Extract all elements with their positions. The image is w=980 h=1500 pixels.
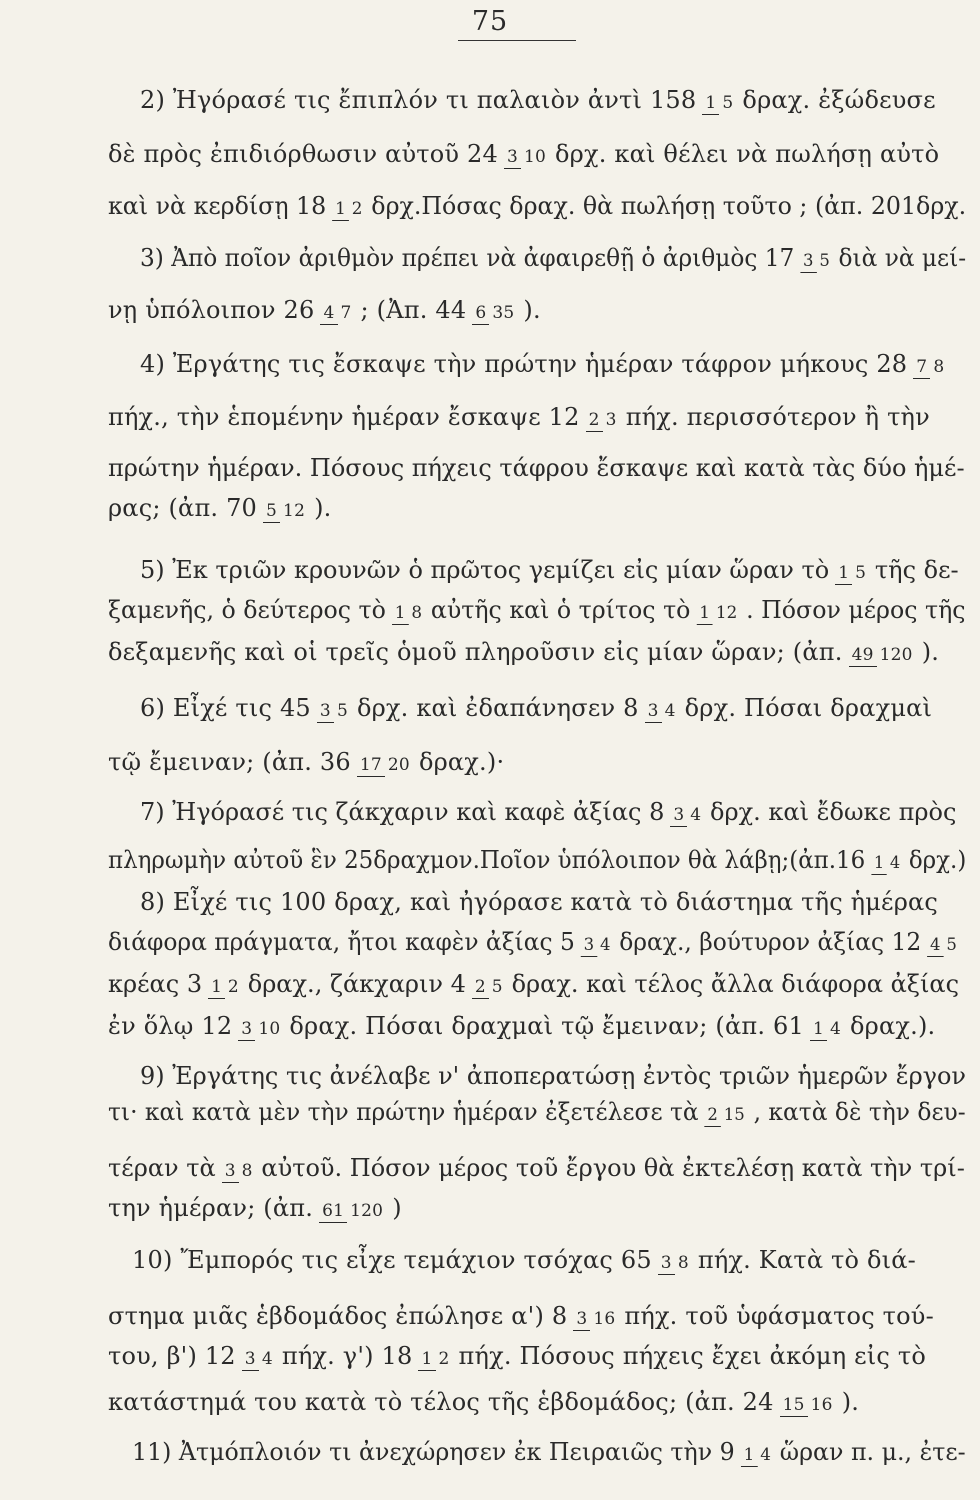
fraction (800, 252, 833, 270)
fraction (645, 702, 679, 720)
fraction-denominator: 12 (715, 603, 738, 623)
text-line (108, 640, 939, 664)
text-run: δραχ. ἐξώδευσε (742, 86, 936, 114)
fraction-numerator: 2 (586, 410, 603, 432)
text-line (140, 246, 966, 270)
fraction-denominator: 8 (241, 1161, 253, 1181)
text-run: πήχ. γ') 18 (281, 1342, 413, 1370)
text-run: πήχ. Πόσους πήχεις ἔχει ἀκόμη εἰς τὸ (458, 1342, 926, 1370)
text-run: δραχ., ζάκχαριν 4 (247, 970, 466, 998)
text-run: δρχ.Πόσας δραχ. θὰ πωλήσῃ τοῦτο ; (ἀπ. 201δρχ. (371, 192, 967, 220)
text-line (108, 1304, 934, 1328)
text-run: τι· καὶ κατὰ μὲν τὴν πρώτην ἡμέραν ἐξετέλεσε τὰ (108, 1098, 699, 1126)
text-line (108, 1014, 935, 1038)
fraction (472, 978, 506, 996)
fraction-numerator: 1 (208, 977, 225, 999)
fraction-numerator: 4 (927, 935, 943, 957)
text-run: αὐτοῦ. Πόσον μέρος τοῦ ἔργου θὰ ἐκτελέσῃ κατὰ τὴν τρί- (261, 1154, 965, 1182)
text-run: πληρωμὴν αὐτοῦ ἓν 25δραχμον.Ποῖον ὑπόλοιπον θὰ λάβῃ;(ἀπ.16 (108, 846, 866, 874)
text-run: ὥραν π. μ., ἐτε- (779, 1438, 966, 1466)
fraction-denominator: 120 (350, 1201, 384, 1221)
text-line (108, 456, 965, 480)
fraction-denominator: 4 (829, 1019, 842, 1039)
fraction (835, 564, 869, 582)
fraction-numerator: 1 (835, 563, 852, 585)
text-run: 4) Ἐργάτης τις ἔσκαψε τὴν πρώτην ἡμέραν τάφρον μήκους 28 (140, 350, 908, 378)
fraction-numerator: 3 (504, 147, 521, 169)
fraction-numerator: 1 (332, 199, 349, 221)
fraction-numerator: 3 (800, 251, 816, 273)
fraction-denominator: 4 (599, 935, 611, 955)
fraction (238, 1020, 283, 1038)
fraction (780, 1396, 836, 1414)
fraction (332, 200, 365, 218)
text-run: πρώτην ἡμέραν. Πόσους πήχεις τάφρου ἔσκαψε καὶ κατὰ τὰς δύο ἡμέ- (108, 454, 965, 482)
fraction-numerator: 3 (645, 701, 662, 723)
fraction-numerator: 17 (357, 755, 385, 777)
fraction-numerator: 61 (319, 1201, 347, 1223)
text-line (108, 1156, 965, 1180)
fraction (670, 806, 704, 824)
text-run: κρέας 3 (108, 970, 203, 998)
text-line (140, 1064, 966, 1088)
fraction-numerator: 7 (913, 357, 930, 379)
text-run: . Πόσον μέρος τῆς (746, 596, 966, 624)
fraction-denominator: 4 (261, 1349, 273, 1369)
page-number: 75 (471, 6, 509, 37)
text-run: 9) Ἐργάτης τις ἀνέλαβε ν' ἀποπερατώσῃ ἐντὸς τριῶν ἡμερῶν ἔργον (140, 1062, 967, 1090)
text-line (108, 1344, 926, 1368)
text-run: ) (392, 1194, 402, 1222)
fraction-numerator: 3 (581, 935, 597, 957)
text-run: 6) Εἶχέ τις 45 (140, 694, 311, 722)
fraction-denominator: 3 (605, 410, 617, 430)
fraction (263, 502, 308, 520)
text-run: ρας; (ἀπ. 70 (108, 494, 258, 522)
fraction-numerator: 4 (320, 303, 337, 325)
fraction-denominator: 8 (411, 603, 423, 623)
fraction-denominator: 10 (523, 147, 547, 167)
fraction (581, 936, 614, 954)
text-run: ; (Ἀπ. 44 (360, 296, 467, 324)
text-run: δραχ. Πόσαι δραχμαὶ τῷ ἔμειναν; (ἀπ. 61 (289, 1012, 804, 1040)
text-run: πήχ. περισσότερον ἢ τὴν (625, 403, 930, 431)
text-run: 8) Εἶχέ τις 100 δραχ, καὶ ἠγόρασε κατὰ τὸ διάστημα τῆς ἡμέρας (140, 888, 939, 916)
text-run: 11) Ἀτμόπλοιόν τι ἀνεχώρησεν ἐκ Πειραιῶς τὴν 9 (132, 1438, 735, 1466)
fraction-numerator: 3 (317, 701, 334, 723)
fraction-numerator: 1 (696, 603, 713, 625)
fraction-denominator: 20 (387, 755, 410, 775)
text-run: δρχ. καὶ ἔδωκε πρὸς (710, 798, 957, 826)
text-run: δραχ.). (850, 1012, 936, 1040)
fraction (741, 1446, 774, 1464)
fraction-numerator: 3 (242, 1349, 259, 1371)
fraction-numerator: 1 (392, 603, 409, 625)
fraction-denominator: 120 (879, 645, 913, 665)
fraction (586, 411, 620, 429)
fraction (810, 1020, 844, 1038)
fraction-numerator: 2 (472, 977, 489, 999)
text-line (140, 800, 956, 824)
fraction-numerator: 5 (263, 501, 280, 523)
text-run: , κατὰ δὲ τὴν δευ- (753, 1098, 966, 1126)
text-line (108, 750, 504, 774)
fraction-numerator: 3 (238, 1019, 255, 1041)
text-run: δὲ πρὸς ἐπιδιόρθωσιν αὐτοῦ 24 (108, 140, 498, 168)
fraction-denominator: 5 (946, 935, 957, 955)
fraction-denominator: 2 (351, 199, 363, 219)
fraction-denominator: 4 (760, 1445, 771, 1465)
text-line (108, 405, 930, 429)
fraction (871, 854, 903, 872)
text-run: στημα μιᾶς ἑβδομάδος ἐπώλησε α') 8 (108, 1302, 568, 1330)
fraction-denominator: 12 (283, 501, 306, 521)
fraction-denominator: 5 (855, 563, 866, 583)
fraction-numerator: 1 (871, 853, 887, 875)
fraction-denominator: 5 (819, 251, 830, 271)
text-run: διάφορα πράγματα, ἤτοι καφὲν ἀξίας 5 (108, 928, 575, 956)
fraction-denominator: 4 (690, 805, 702, 825)
fraction-denominator: 16 (810, 1395, 833, 1415)
text-run: τῆς δε- (874, 556, 959, 584)
fraction (913, 358, 947, 376)
text-line (108, 930, 966, 954)
text-run: την ἡμέραν; (ἀπ. (108, 1194, 314, 1222)
text-run: δρχ. καὶ ἐδαπάνησεν 8 (356, 694, 639, 722)
text-run: 10) Ἔμπορός τις εἶχε τεμάχιον τσόχας 65 (132, 1246, 652, 1274)
text-run: διὰ νὰ μεί- (838, 244, 967, 272)
fraction-numerator: 1 (810, 1019, 827, 1041)
fraction (317, 702, 351, 720)
fraction-numerator: 6 (472, 303, 489, 325)
fraction (357, 756, 413, 774)
fraction-numerator: 3 (573, 1309, 590, 1331)
text-line (132, 1248, 916, 1272)
text-line (140, 352, 953, 376)
fraction-denominator: 10 (258, 1019, 281, 1039)
text-run: ). (523, 296, 541, 324)
text-run: τῷ ἔμειναν; (ἀπ. 36 (108, 748, 351, 776)
text-run: καὶ νὰ κερδίσῃ 18 (108, 192, 327, 220)
text-run: νῃ ὑπόλοιπον 26 (108, 296, 315, 324)
fraction (658, 1254, 692, 1272)
text-run: κατάστημά του κατὰ τὸ τέλος τῆς ἑβδομάδος; (ἀπ. 24 (108, 1388, 774, 1416)
fraction-denominator: 4 (889, 853, 901, 873)
fraction-numerator: 1 (702, 93, 719, 115)
fraction (392, 604, 425, 622)
text-line (132, 1440, 966, 1464)
fraction (208, 978, 242, 996)
text-run: δραχ. καὶ τέλος ἄλλα διάφορα ἀξίας (511, 970, 960, 998)
fraction (418, 1350, 452, 1368)
text-run: 2) Ἠγόρασέ τις ἔπιπλόν τι παλαιὸν ἀντὶ 158 (140, 86, 697, 114)
text-run: 5) Ἐκ τριῶν κρουνῶν ὁ πρῶτος γεμίζει εἰς μίαν ὥραν τὸ (140, 556, 830, 584)
fraction-numerator: 2 (704, 1105, 720, 1127)
page-number-rule (458, 40, 576, 41)
text-run: δραχ., βούτυρον ἀξίας 12 (619, 928, 922, 956)
text-line (108, 1100, 966, 1124)
fraction (849, 646, 916, 664)
text-line (140, 558, 959, 582)
text-line (140, 88, 936, 112)
text-line (108, 194, 966, 218)
fraction-denominator: 2 (227, 977, 239, 997)
fraction-numerator: 3 (670, 805, 687, 827)
text-run: δρχ. Πόσαι δραχμαὶ (684, 694, 933, 722)
fraction (696, 604, 740, 622)
fraction (242, 1350, 276, 1368)
text-line (108, 1390, 859, 1414)
text-run: πήχ. Κατὰ τὸ διά- (697, 1246, 916, 1274)
fraction-numerator: 3 (658, 1253, 675, 1275)
fraction (319, 1202, 386, 1220)
text-run: δρχ. καὶ θέλει νὰ πωλήσῃ αὐτὸ (555, 140, 940, 168)
fraction-numerator: 3 (222, 1161, 239, 1183)
fraction-denominator: 16 (593, 1309, 616, 1329)
text-run: ξαμενῆς, ὁ δεύτερος τὸ (108, 596, 386, 624)
fraction (504, 148, 549, 166)
text-line (108, 1196, 402, 1220)
fraction (320, 304, 354, 322)
text-line (108, 496, 332, 520)
fraction-numerator: 49 (849, 645, 877, 667)
fraction-denominator: 4 (664, 701, 676, 721)
text-run: δραχ.)· (418, 748, 505, 776)
fraction-denominator: 35 (492, 303, 515, 323)
text-run: ). (921, 638, 940, 666)
text-line (108, 972, 959, 996)
text-run: 3) Ἀπὸ ποῖον ἀριθμὸν πρέπει νὰ ἀφαιρεθῇ ὁ ἀριθμὸς 17 (140, 244, 795, 272)
text-run: ἐν ὅλῳ 12 (108, 1012, 233, 1040)
text-run: πήχ. τοῦ ὑφάσματος τού- (624, 1302, 934, 1330)
fraction-denominator: 15 (723, 1105, 745, 1125)
fraction-numerator: 15 (780, 1395, 808, 1417)
fraction-denominator: 5 (722, 93, 734, 113)
fraction-denominator: 8 (933, 357, 945, 377)
fraction-denominator: 8 (677, 1253, 689, 1273)
text-run: αὐτῆς καὶ ὁ τρίτος τὸ (430, 596, 691, 624)
text-run: του, β') 12 (108, 1342, 236, 1370)
fraction (702, 94, 736, 112)
text-line (108, 598, 966, 622)
fraction (472, 304, 517, 322)
fraction-denominator: 5 (336, 701, 348, 721)
fraction-denominator: 2 (438, 1349, 450, 1369)
text-line (108, 142, 939, 166)
text-run: 7) Ἠγόρασέ τις ζάκχαριν καὶ καφὲ ἀξίας 8 (140, 798, 665, 826)
text-run: δρχ.) (908, 846, 967, 874)
fraction (222, 1162, 256, 1180)
text-run: τέραν τὰ (108, 1154, 216, 1182)
fraction-numerator: 1 (741, 1445, 758, 1467)
fraction-denominator: 5 (491, 977, 503, 997)
text-run: πήχ., τὴν ἑπομένην ἡμέραν ἔσκαψε 12 (108, 403, 580, 431)
text-line (140, 696, 932, 720)
text-run: δεξαμενῆς καὶ οἱ τρεῖς ὁμοῦ πληροῦσιν εἰς μίαν ὥραν; (ἀπ. (108, 638, 843, 666)
text-line (108, 848, 966, 872)
text-line (108, 298, 541, 322)
fraction-numerator: 1 (418, 1349, 435, 1371)
fraction (573, 1310, 618, 1328)
text-line (140, 890, 938, 914)
fraction-denominator: 7 (340, 303, 352, 323)
fraction (927, 936, 960, 954)
text-run: ). (314, 494, 332, 522)
text-run: ). (841, 1388, 860, 1416)
fraction (704, 1106, 747, 1124)
